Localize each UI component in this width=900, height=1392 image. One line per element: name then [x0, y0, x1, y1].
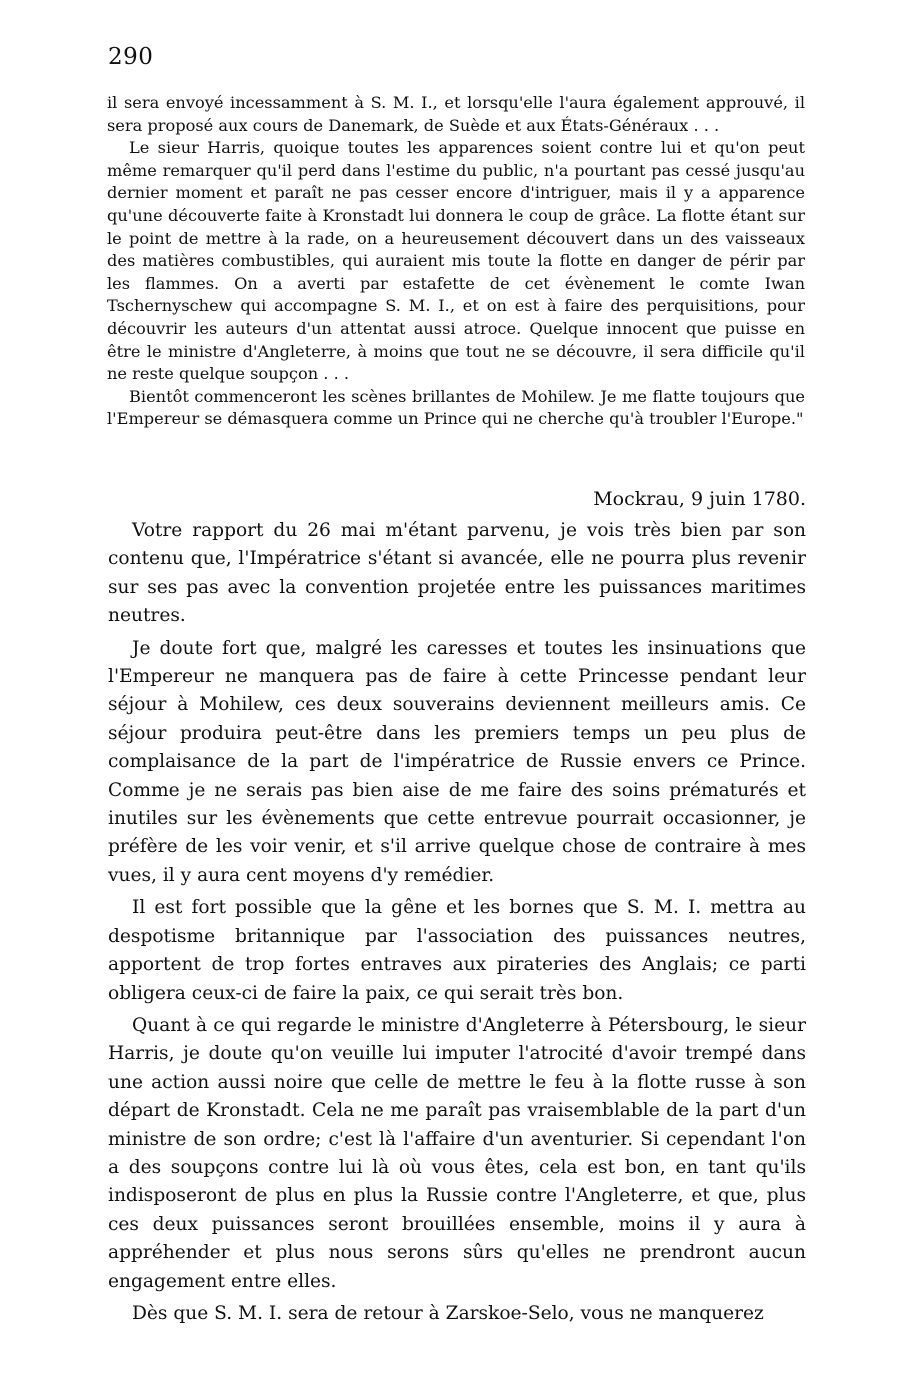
letter-body: [108, 517, 806, 1332]
quote-paragraph: il sera envoyé incessamment à S. M. I., et lorsqu'elle l'aura également approuvé, il sera proposé aux cours de Danemark, de Suède et aux États-Généraux . . .: [107, 93, 805, 135]
quoted-report-block: [107, 92, 805, 431]
letter-dateline: Mockrau, 9 juin 1780.: [593, 488, 806, 510]
letter-paragraph: Dès que S. M. I. sera de retour à Zarskoe-Selo, vous ne manquerez: [132, 1302, 764, 1324]
letter-paragraph: Il est fort possible que la gêne et les bornes que S. M. I. mettra au despotisme britannique par l'association des puissances neutres, apportent de trop fortes entraves aux pirateries des Anglais; ce parti obligera ceux-ci de faire la paix, ce qui serait très bon.: [108, 897, 806, 1004]
letter-paragraph: Votre rapport du 26 mai m'étant parvenu, je vois très bien par son contenu que, l'Impératrice s'étant si avancée, elle ne pourra plus revenir sur ses pas avec la convention projetée entre les puissances maritimes neutres.: [108, 520, 806, 627]
quote-paragraph: Bientôt commenceront les scènes brillantes de Mohilew. Je me flatte toujours que l'Empereur se démasquera comme un Prince qui ne cherche qu'à troubler l'Europe.": [107, 386, 805, 429]
page-number: 290: [108, 44, 154, 70]
letter-paragraph: Je doute fort que, malgré les caresses et toutes les insinuations que l'Empereur ne manquera pas de faire à cette Princesse pendant leur séjour à Mohilew, ces deux souverains deviennent meilleurs amis. Ce séjour produira peut-être dans les premiers temps un peu plus de complaisance de la part de l'impératrice de Russie envers ce Prince. Comme je ne serais pas bien aise de me faire des soins prématurés et inutiles sur les évènements que cette entrevue pourrait occasionner, je préfère de les voir venir, et s'il arrive quelque chose de contraire à mes vues, il y aura cent moyens d'y remédier.: [108, 637, 806, 886]
quote-paragraph: Le sieur Harris, quoique toutes les apparences soient contre lui et qu'on peut même remarquer qu'il perd dans l'estime du public, n'a pourtant pas cessé jusqu'au dernier moment et paraît ne pas cesser encore d'intriguer, mais il y a apparence qu'une découverte faite à Kronstadt lui donnera le coup de grâce. La flotte étant sur le point de mettre à la rade, on a heureusement découvert dans un des vaisseaux des matières combustibles, qui auraient mis toute la flotte en danger de périr par les flammes. On a averti par estafette de cet évènement le comte Iwan Tschernyschew qui accompagne S. M. I., et on est à faire des perquisitions, pour découvrir les auteurs d'un attentat aussi atroce. Quelque innocent que puisse en être le ministre d'Angleterre, à moins que tout ne se découvre, il sera difficile qu'il ne reste quelque soupçon . . .: [107, 138, 805, 384]
letter-paragraph: Quant à ce qui regarde le ministre d'Angleterre à Pétersbourg, le sieur Harris, je doute qu'on veuille lui imputer l'atrocité d'avoir trempé dans une action aussi noire que celle de mettre le feu à la flotte russe à son départ de Kronstadt. Cela ne me paraît pas vraisemblable de la part d'un ministre de son ordre; c'est là l'affaire d'un aventurier. Si cependant l'on a des soupçons contre lui là où vous êtes, cela est bon, en tant qu'ils indisposeront de plus en plus la Russie contre l'Angleterre, et que, plus ces deux puissances seront brouillées ensemble, moins il y aura à appréhender et plus nous serons sûrs qu'elles ne prendront aucun engagement entre elles.: [108, 1014, 806, 1292]
